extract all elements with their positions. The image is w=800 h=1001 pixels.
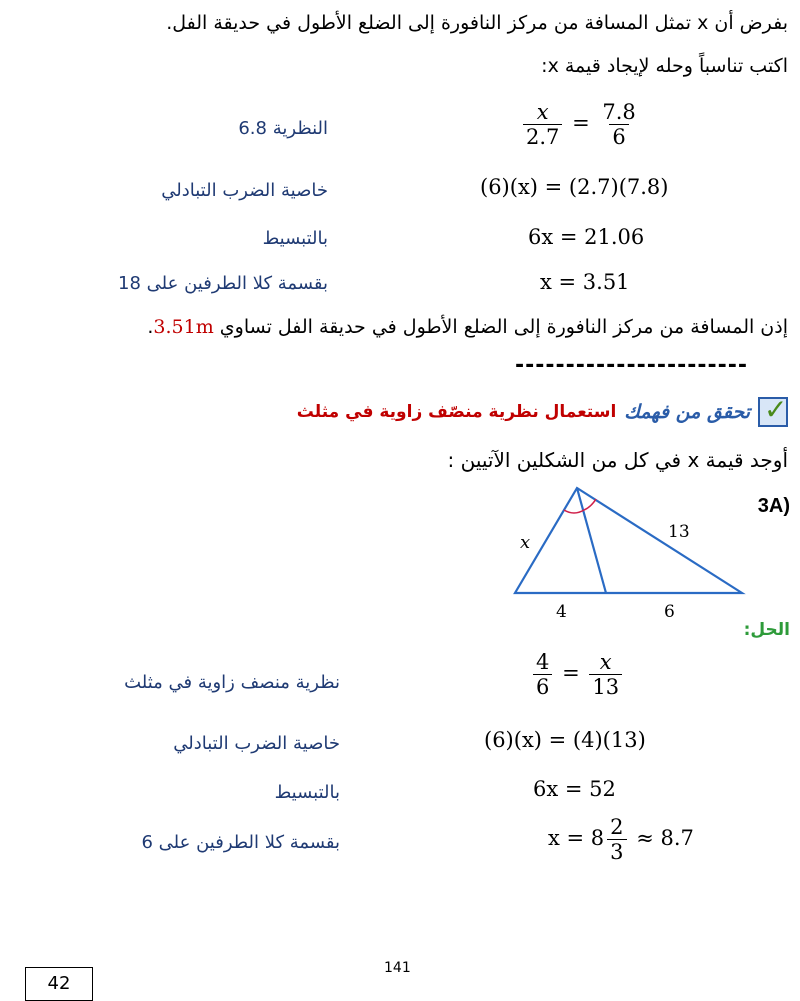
ex2-step1-equation: $\frac{4}{6}$ = $\frac{x}{13}$: [530, 650, 625, 699]
triangle-diagram: [500, 480, 760, 630]
ex1-step3-explanation: بالتبسيط: [262, 228, 328, 249]
angle-mark-right: [584, 499, 596, 510]
ex1-den-right: 6: [609, 124, 628, 149]
check-understanding-heading: [296, 393, 788, 427]
ex1-step2-explanation: خاصية الضرب التبادلي: [161, 180, 328, 201]
ex2-den-right: 13: [589, 674, 622, 699]
ex2-step2-equation: (6)(x) = (4)(13): [484, 728, 646, 752]
ex1-step4-equation: x = 3.51: [540, 270, 630, 294]
ex2-step4-frac-den: 3: [607, 839, 626, 864]
ex2-step4-explanation: بقسمة كلا الطرفين على 6: [141, 832, 340, 853]
ex1-step3-equation: 6x = 21.06: [528, 225, 645, 249]
ex2-step4-suffix: ≈ 8.7: [636, 826, 694, 850]
ex2-num-left: 4: [536, 650, 550, 674]
ex2-step3-equation: 6x = 52: [533, 777, 616, 801]
ex1-conclusion: [147, 316, 788, 338]
ex2-den-left: 6: [533, 674, 552, 699]
intro-line-1: بفرض أن x تمثل المسافة من مركز النافورة إلى الضلع الأطول في حديقة الفل.: [166, 12, 788, 34]
ex1-conclusion-value: 3.51m: [153, 316, 214, 338]
ex2-num-right: x: [599, 650, 612, 674]
instruction: أوجد قيمة x في كل من الشكلين الآتيين :: [447, 448, 788, 472]
triangle-label-x: x: [520, 532, 531, 553]
ex1-conclusion-text: إذن المسافة من مركز النافورة إلى الضلع الأطول في حديقة الفل تساوي: [219, 316, 788, 338]
check-understanding-subtitle: استعمال نظرية منصّف زاوية في مثلث: [296, 402, 617, 422]
page-box-number: 42: [25, 967, 93, 1001]
triangle-label-13: 13: [668, 522, 690, 542]
ex2-step4-frac-num: 2: [610, 815, 624, 839]
ex2-step4-equation: [548, 815, 694, 864]
ex1-step1-equation: $\frac{x}{2.7}$ = $\frac{7.8}{6}$: [520, 100, 642, 149]
triangle-label-4: 4: [556, 602, 567, 622]
ex2-step3-explanation: بالتبسيط: [274, 782, 340, 803]
ex1-num-left: x: [536, 100, 549, 124]
ex1-num-right: 7.8: [602, 100, 636, 124]
triangle-outline: [515, 488, 742, 593]
ex1-step4-explanation: بقسمة كلا الطرفين على 18: [118, 273, 328, 294]
triangle-label-6: 6: [664, 602, 675, 622]
check-understanding-label: تحقق من فهمك: [624, 401, 750, 423]
ex1-den-left: 2.7: [523, 124, 562, 149]
page-number: 141: [384, 960, 411, 976]
ex1-step1-explanation: النظرية 6.8: [238, 118, 328, 139]
separator: -----------------------: [515, 353, 749, 378]
ex1-conclusion-end: .: [147, 316, 154, 338]
ex2-step2-explanation: خاصية الضرب التبادلي: [173, 733, 340, 754]
angle-mark-left: [564, 510, 584, 513]
ex1-step2-equation: (6)(x) = (2.7)(7.8): [480, 175, 669, 199]
intro-line-2: اكتب تناسباً وحله لإيجاد قيمة x:: [541, 55, 788, 77]
solution-label: الحل:: [743, 620, 790, 640]
checkbox-check-icon: ✓: [758, 397, 788, 427]
problem-label: 3A): [757, 495, 790, 517]
ex2-step4-prefix: x = 8: [548, 826, 605, 850]
ex2-step1-explanation: نظرية منصف زاوية في مثلث: [124, 672, 340, 693]
